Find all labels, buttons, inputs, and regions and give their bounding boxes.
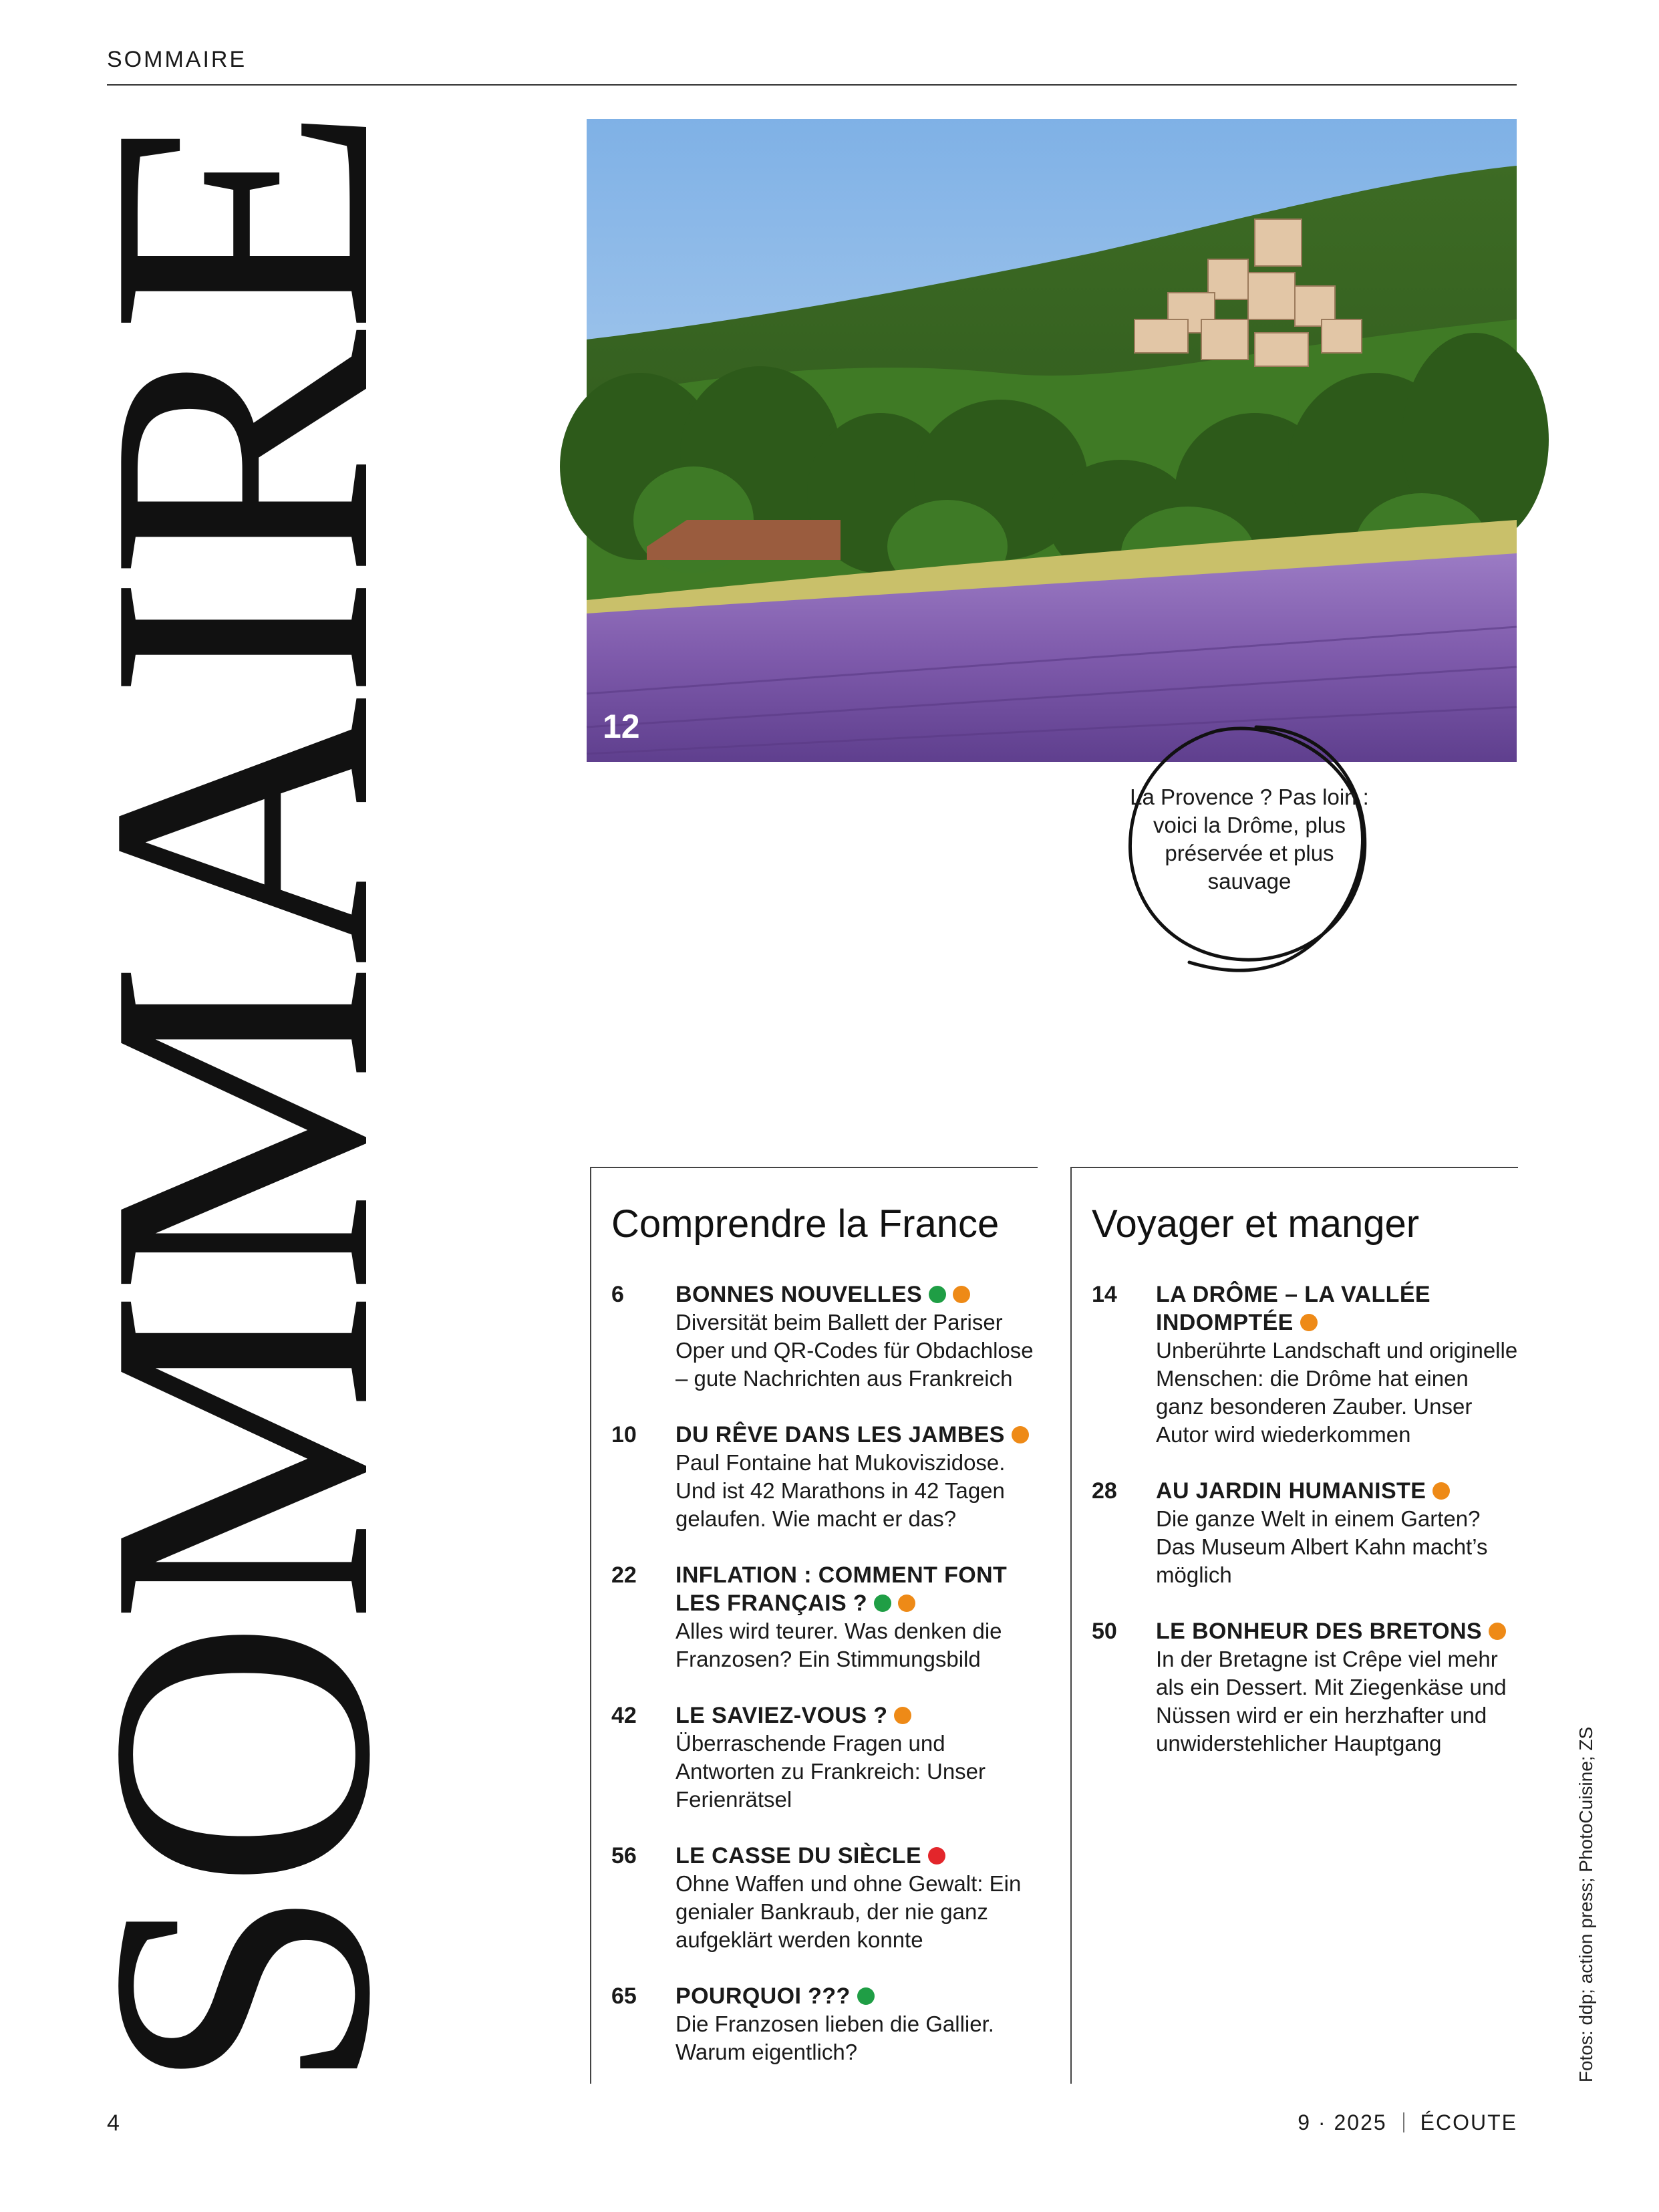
entry-title (675, 1421, 1039, 1449)
entry-description: Die ganze Welt in einem Garten? Das Museum Albert Kahn macht’s möglich (1156, 1506, 1488, 1587)
entry-title (1156, 1280, 1519, 1337)
header-divider (107, 84, 1517, 86)
level-dot-orange (1300, 1314, 1318, 1331)
entry-page-number: 14 (1092, 1282, 1117, 1307)
entry-description: Die Franzosen lieben die Gallier. Warum eigentlich? (675, 2012, 994, 2064)
column-heading: Voyager et manger (1092, 1202, 1420, 1246)
entry-page-number: 10 (611, 1422, 637, 1447)
photo-caption: La Provence ? Pas loin : voici la Drôme, plus préservée et plus sauvage (1130, 785, 1369, 893)
level-dot-green (874, 1595, 891, 1612)
photo-illustration (587, 119, 1517, 762)
entry-title-text: LE CASSE DU SIÈCLE (675, 1843, 922, 1869)
entry-title-text: INFLATION : COMMENT FONT LES FRANÇAIS ? (675, 1562, 1008, 1616)
level-dot-green (929, 1286, 946, 1303)
level-dot-orange (1489, 1623, 1506, 1640)
entry-title (675, 1982, 1039, 2010)
entry-title-text: LE BONHEUR DES BRETONS (1156, 1619, 1483, 1644)
entry-title-text: AU JARDIN HUMANISTE (1156, 1478, 1426, 1504)
entry-description: Paul Fontaine hat Mukoviszidose. Und ist 42 Marathons in 42 Tagen gelaufen. Wie macht er das? (675, 1450, 1006, 1531)
photo-credits-wrap (1566, 1724, 1606, 2085)
entry-title-text: LA DRÔME – LA VALLÉE INDOMPTÉE (1156, 1282, 1430, 1335)
toc-entry[interactable] (611, 1561, 1039, 1673)
entry-description: Überraschende Fragen und Antworten zu Frankreich: Unser Ferienrätsel (675, 1731, 986, 1812)
entry-title (1156, 1477, 1519, 1505)
page-number: 4 (107, 2110, 120, 2136)
entries-list (611, 1280, 1039, 2094)
photo-page-number: 12 (603, 708, 640, 745)
column-voyager (1070, 1167, 1518, 2084)
column-heading: Comprendre la France (611, 1202, 1000, 1246)
entry-title (675, 1561, 1039, 1617)
entry-title-text: BONNES NOUVELLES (675, 1282, 923, 1307)
entry-page-number: 56 (611, 1843, 637, 1869)
toc-entry[interactable] (1092, 1477, 1519, 1589)
entry-page-number: 22 (611, 1562, 637, 1588)
footer-separator (1403, 2112, 1404, 2132)
level-dot-red (928, 1847, 945, 1864)
toc-entry[interactable] (611, 1982, 1039, 2066)
entry-description: Alles wird teurer. Was denken die Franzosen? Ein Stimmungsbild (675, 1619, 1002, 1671)
entry-title-text: DU RÊVE DANS LES JAMBES (675, 1422, 1005, 1447)
entry-page-number: 6 (611, 1282, 624, 1307)
entry-title (1156, 1617, 1519, 1645)
column-comprendre (590, 1167, 1038, 2084)
entry-page-number: 50 (1092, 1619, 1117, 1644)
entry-page-number: 65 (611, 1983, 637, 2009)
level-dot-orange (898, 1595, 915, 1612)
photo-credits: Fotos: ddp; action press; PhotoCuisine; ZS (1575, 1726, 1596, 2083)
entry-title-text: LE SAVIEZ-VOUS ? (675, 1703, 888, 1728)
toc-entry[interactable] (1092, 1617, 1519, 1758)
issue-number: 9 · 2025 (1298, 2110, 1387, 2134)
entry-title (675, 1280, 1039, 1308)
magazine-name: ÉCOUTE (1420, 2110, 1517, 2134)
entry-description: Ohne Waffen und ohne Gewalt: Ein genialer Bankraub, der nie ganz aufgeklärt werden konnte (675, 1871, 1022, 1952)
level-dot-green (857, 1987, 875, 2005)
entry-title-text: POURQUOI ??? (675, 1983, 851, 2009)
toc-entry[interactable] (611, 1421, 1039, 1533)
entries-list (1092, 1280, 1519, 1786)
entry-description: In der Bretagne ist Crêpe viel mehr als ein Dessert. Mit Ziegenkäse und Nüssen wird er ein herzhafter und unwiderstehlicher Hauptgang (1156, 1647, 1507, 1756)
entry-description: Unberührte Landschaft und originelle Menschen: die Drôme hat einen ganz besonderen Zauber. Unser Autor wird wiederkommen (1156, 1338, 1518, 1447)
entry-description: Diversität beim Ballett der Pariser Oper und QR-Codes für Obdachlose – gute Nachrichten aus Frankreich (675, 1310, 1034, 1391)
level-dot-orange (953, 1286, 970, 1303)
entry-title (675, 1842, 1039, 1870)
section-label: SOMMAIRE (107, 47, 247, 72)
entry-page-number: 42 (611, 1703, 637, 1728)
lavender-field-village-photo (587, 119, 1517, 762)
level-dot-orange (894, 1707, 911, 1724)
entry-page-number: 28 (1092, 1478, 1117, 1504)
toc-entry[interactable] (611, 1280, 1039, 1393)
vertical-title: SOMMAIRE (33, 108, 448, 2094)
entry-title (675, 1701, 1039, 1730)
toc-entry[interactable] (611, 1842, 1039, 1954)
vertical-title-wrap (33, 108, 448, 2094)
level-dot-orange (1012, 1426, 1029, 1443)
toc-entry[interactable] (611, 1701, 1039, 1814)
toc-entry[interactable] (1092, 1280, 1519, 1449)
footer-issue (1298, 2110, 1517, 2135)
level-dot-orange (1432, 1482, 1450, 1500)
